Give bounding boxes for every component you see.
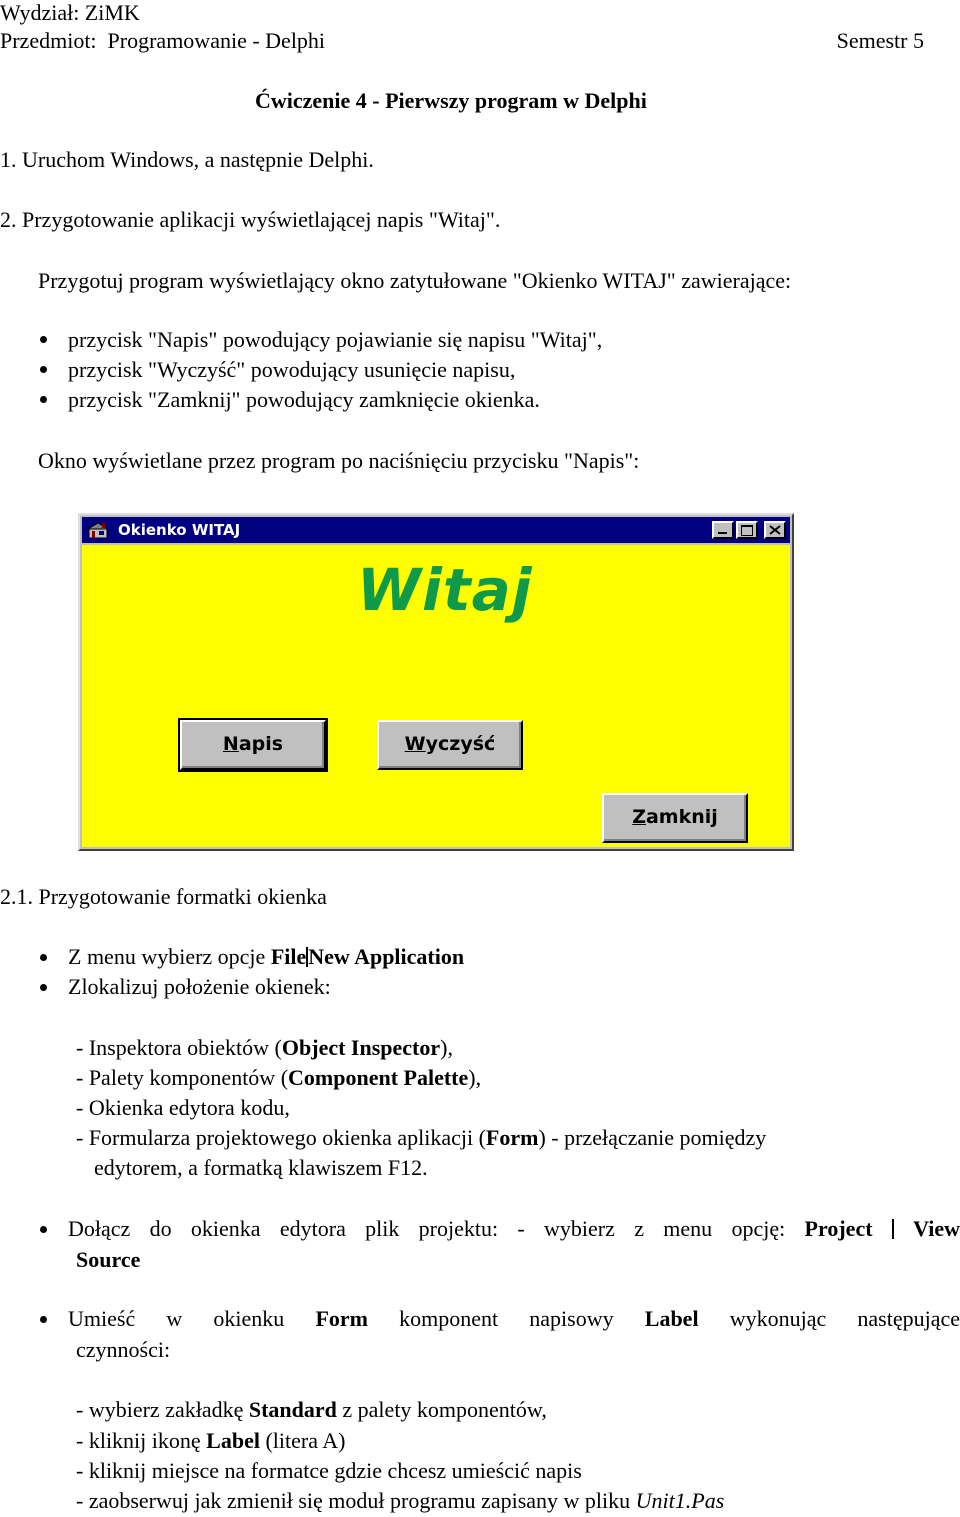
subject-label: Przedmiot: <box>0 28 97 53</box>
semester: Semestr 5 <box>836 28 924 53</box>
bullet-icon <box>40 984 47 991</box>
window-client-area <box>82 545 790 847</box>
wyczysc-button-hotkey: W <box>404 733 426 755</box>
unit-file-name: Unit1.Pas <box>635 1488 725 1513</box>
zamknij-button[interactable] <box>602 793 748 843</box>
bullet-icon <box>40 336 47 343</box>
napis-button[interactable] <box>180 720 326 770</box>
napis-button-hotkey: N <box>222 733 239 755</box>
section-heading: 2.1. Przygotowanie formatki okienka <box>0 884 327 909</box>
menu-new-application: New Application <box>308 944 465 969</box>
menu-step-prefix: Z menu wybierz opcje <box>68 944 271 969</box>
locate-item-continuation: edytorem, a formatką klawiszem F12. <box>94 1155 428 1180</box>
action-item <box>76 1428 345 1454</box>
locate-item <box>76 1125 766 1151</box>
bullet-icon <box>40 396 47 403</box>
zamknij-button-label: amknij <box>645 806 718 828</box>
wyczysc-button[interactable] <box>377 720 523 770</box>
maximize-icon <box>741 525 753 536</box>
bullet-icon <box>40 1316 47 1323</box>
menu-separator <box>892 1219 894 1239</box>
action-item: - kliknij miejsce na formatce gdzie chcesz umieścić napis <box>76 1458 582 1483</box>
window-caption: Okno wyświetlane przez program po naciśnięciu przycisku "Napis": <box>38 448 640 473</box>
requirement-item: przycisk "Wyczyść" powodujący usunięcie napisu, <box>68 357 516 382</box>
faculty-header: Wydział: ZiMK <box>0 0 140 25</box>
requirement-item: przycisk "Zamknij" powodujący zamknięcie okienka. <box>68 387 540 412</box>
menu-view: View <box>913 1216 960 1241</box>
bullet-icon <box>40 366 47 373</box>
step-1: 1. Uruchom Windows, a następnie Delphi. <box>0 147 374 172</box>
close-button[interactable] <box>764 521 786 539</box>
locate-item-text: ) - przełączanie pomiędzy <box>538 1125 767 1150</box>
zamknij-button-hotkey: Z <box>632 806 646 828</box>
component-palette-term: Component Palette <box>288 1065 469 1090</box>
bullet-icon <box>40 954 47 961</box>
bullet-icon <box>40 1226 47 1233</box>
napis-button-label: apis <box>238 733 284 755</box>
object-inspector-term: Object Inspector <box>281 1035 441 1060</box>
action-text: z palety komponentów, <box>336 1397 547 1422</box>
maximize-button[interactable] <box>736 521 758 539</box>
place-text: wykonując następujące <box>729 1306 960 1331</box>
menu-source: Source <box>76 1247 141 1272</box>
application-icon <box>88 522 108 539</box>
window-title: Okienko WITAJ <box>118 521 241 539</box>
form-term: Form <box>485 1125 539 1150</box>
minimize-icon <box>718 532 727 534</box>
locate-item-text: - Formularza projektowego okienka aplikacji ( <box>76 1125 486 1150</box>
action-item <box>76 1397 547 1423</box>
requirement-item: przycisk "Napis" powodujący pojawianie się napisu "Witaj", <box>68 327 603 352</box>
locate-item-text: - Inspektora obiektów ( <box>76 1035 282 1060</box>
locate-item: - Okienka edytora kodu, <box>76 1095 290 1120</box>
subject-name: Programowanie - Delphi <box>107 28 326 53</box>
menu-step <box>68 944 464 970</box>
place-continuation: czynności: <box>76 1337 171 1362</box>
locate-item-text: - Palety komponentów ( <box>76 1065 289 1090</box>
locate-item <box>76 1035 453 1061</box>
step-2: 2. Przygotowanie aplikacji wyświetlającej napis "Witaj". <box>0 207 501 232</box>
wyczysc-button-label: yczyść <box>425 733 496 755</box>
window-titlebar <box>82 517 790 543</box>
label-term: Label <box>644 1306 699 1331</box>
locate-text: Zlokalizuj położenie okienek: <box>68 974 331 999</box>
locate-item <box>76 1065 481 1091</box>
attach-text: Dołącz do okienka edytora plik projektu: - wybierz z menu opcję: <box>68 1216 786 1241</box>
attach-step <box>68 1216 960 1242</box>
action-text: - wybierz zakładkę <box>76 1397 249 1422</box>
menu-project: Project <box>804 1216 873 1241</box>
witaj-label: Witaj <box>357 556 533 624</box>
locate-item-text: ), <box>440 1035 453 1060</box>
action-item <box>76 1488 724 1514</box>
menu-file: File <box>270 944 307 969</box>
action-text: (litera A) <box>259 1428 346 1453</box>
intro-text: Przygotuj program wyświetlający okno zatytułowane "Okienko WITAJ" zawierające: <box>38 268 792 293</box>
locate-item-text: ), <box>468 1065 482 1090</box>
label-term: Label <box>206 1428 260 1453</box>
exercise-title: Ćwiczenie 4 - Pierwszy program w Delphi <box>255 88 647 113</box>
okienko-witaj-window <box>78 513 794 851</box>
action-text: - kliknij ikonę <box>76 1428 207 1453</box>
subject-line <box>0 28 325 54</box>
form-term: Form <box>315 1306 368 1331</box>
minimize-button[interactable] <box>712 521 734 539</box>
action-text: - zaobserwuj jak zmienił się moduł programu zapisany w pliku <box>76 1488 636 1513</box>
place-step <box>68 1306 960 1332</box>
place-text: komponent napisowy <box>399 1306 614 1331</box>
standard-tab-term: Standard <box>248 1397 337 1422</box>
close-icon <box>769 525 781 535</box>
place-text: Umieść w okienku <box>68 1306 285 1331</box>
